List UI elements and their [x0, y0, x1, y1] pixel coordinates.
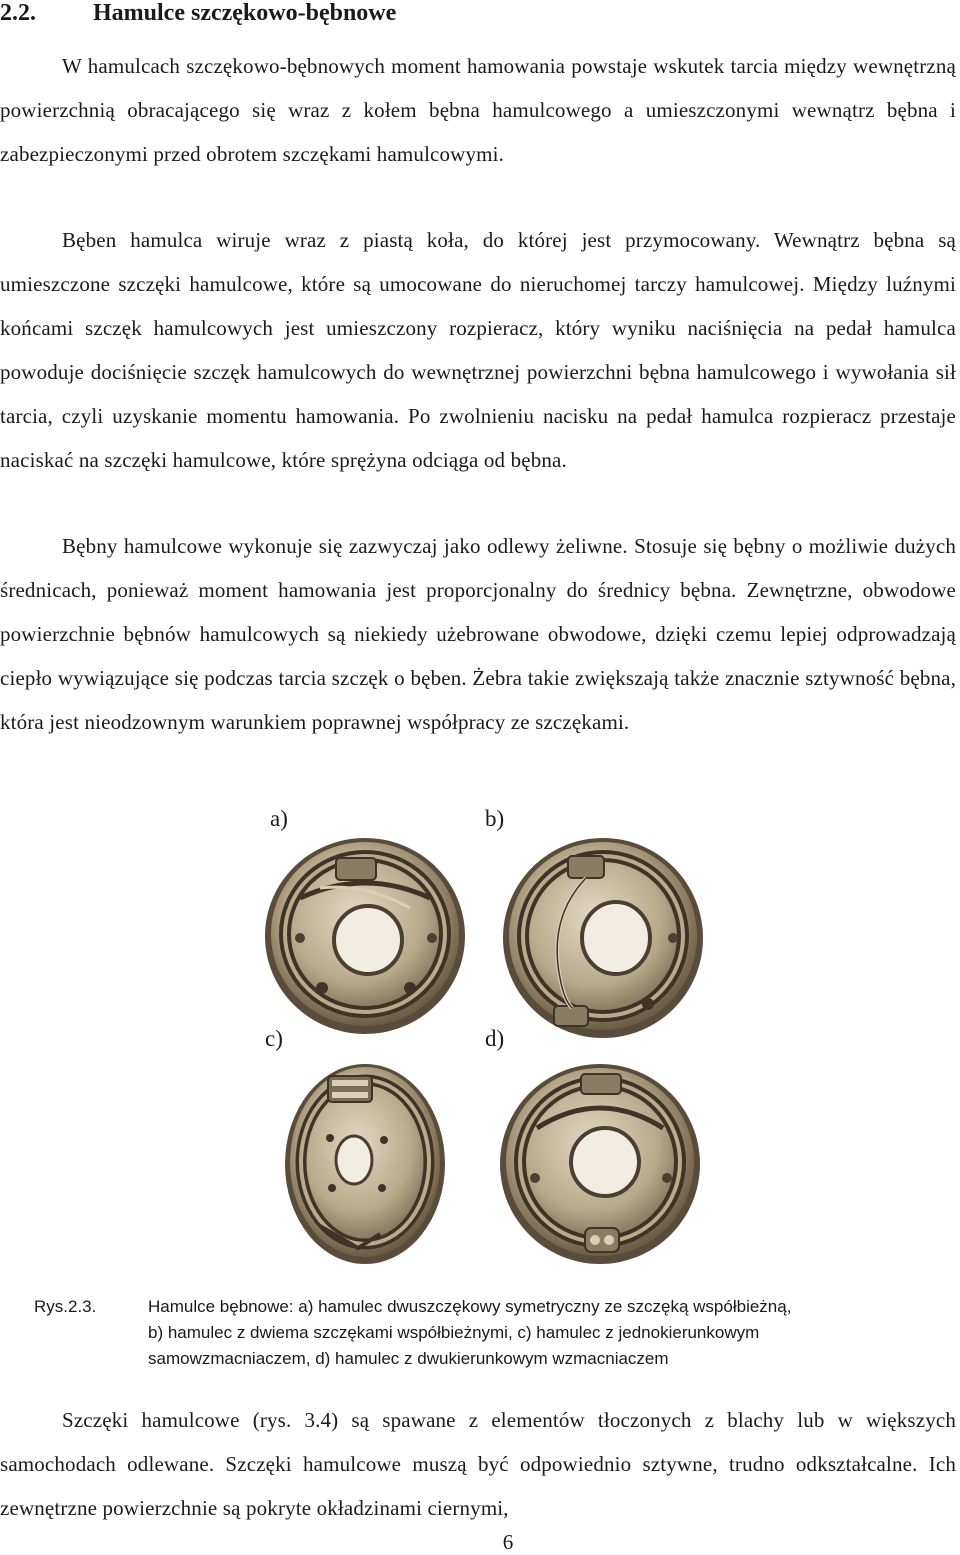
section-number: 2.2. [0, 0, 36, 26]
brake-drawing-c [280, 1048, 450, 1268]
brake-drawing-a [260, 828, 470, 1038]
figure-label-d: d) [485, 1026, 505, 1051]
figure-label-c: c) [265, 1026, 283, 1051]
figure-caption-line: b) hamulec z dwiema szczękami współbieżnymi, c) hamulec z jednokierunkowym [148, 1323, 760, 1342]
figure-caption [148, 1294, 908, 1372]
paragraph-1: W hamulcach szczękowo-bębnowych moment hamowania powstaje wskutek tarcia między wewnętrzną powierzchnią obracającego się wraz z kołem bębna hamulcowego a umieszczonymi wewnątrz bębna i zabezpieczonymi przed obrotem szczękami hamulcowymi. [0, 54, 956, 166]
section-heading [0, 0, 960, 26]
section-title: Hamulce szczękowo-bębnowe [93, 0, 397, 26]
paragraph-3: Bębny hamulcowe wykonuje się zazwyczaj jako odlewy żeliwne. Stosuje się bębny o możliwie dużych średnicach, ponieważ moment hamowania jest proporcjonalny do średnicy bębna. Zewnętrzne, obwodowe powierzchnie bębnów hamulcowych są niekiedy użebrowane obwodowe, dzięki czemu lepiej odprowadzają ciepło wywiązujące się podczas tarcia szczęk o bęben. Żebra takie zwiększają także znacznie sztywność bębna, która jest nieodzownym warunkiem poprawnej współpracy ze szczękami. [0, 534, 956, 734]
figure-label-a: a) [270, 806, 288, 831]
figure-caption-number: Rys.2.3. [34, 1297, 97, 1316]
figure-label-b: b) [485, 806, 505, 831]
brake-drawing-d [495, 1048, 705, 1268]
paragraph-4: Szczęki hamulcowe (rys. 3.4) są spawane z elementów tłoczonych z blachy lub w większych samochodach odlewane. Szczęki hamulcowe muszą być odpowiednio sztywne, trudno odkształcalne. Ich zewnętrzne powierzchnie są pokryte okładzinami ciernymi, [0, 1408, 956, 1520]
brake-figure [240, 800, 720, 1280]
paragraph-2: Bęben hamulca wiruje wraz z piastą koła, do której jest przymocowany. Wewnątrz bębna są umieszczone szczęki hamulcowe, które są umocowane do nieruchomej tarczy hamulcowej. Między luźnymi końcami szczęk hamulcowych jest umieszczony rozpieracz, który wyniku naciśnięcia na pedał hamulca powoduje dociśnięcie szczęk hamulcowych do wewnętrznej powierzchni bębna hamulcowego i wywołania sił tarcia, czyli uzyskanie momentu hamowania. Po zwolnieniu nacisku na pedał hamulca rozpieracz przestaje naciskać na szczęki hamulcowe, które sprężyna odciąga od bębna. [0, 228, 956, 472]
page-number: 6 [502, 1530, 514, 1554]
figure-caption-line: samowzmacniaczem, d) hamulec z dwukierunkowym wzmacniaczem [148, 1349, 669, 1368]
figure-caption-line: Hamulce bębnowe: a) hamulec dwuszczękowy symetryczny ze szczęką współbieżną, [148, 1297, 792, 1316]
brake-drawing-b [498, 828, 708, 1043]
